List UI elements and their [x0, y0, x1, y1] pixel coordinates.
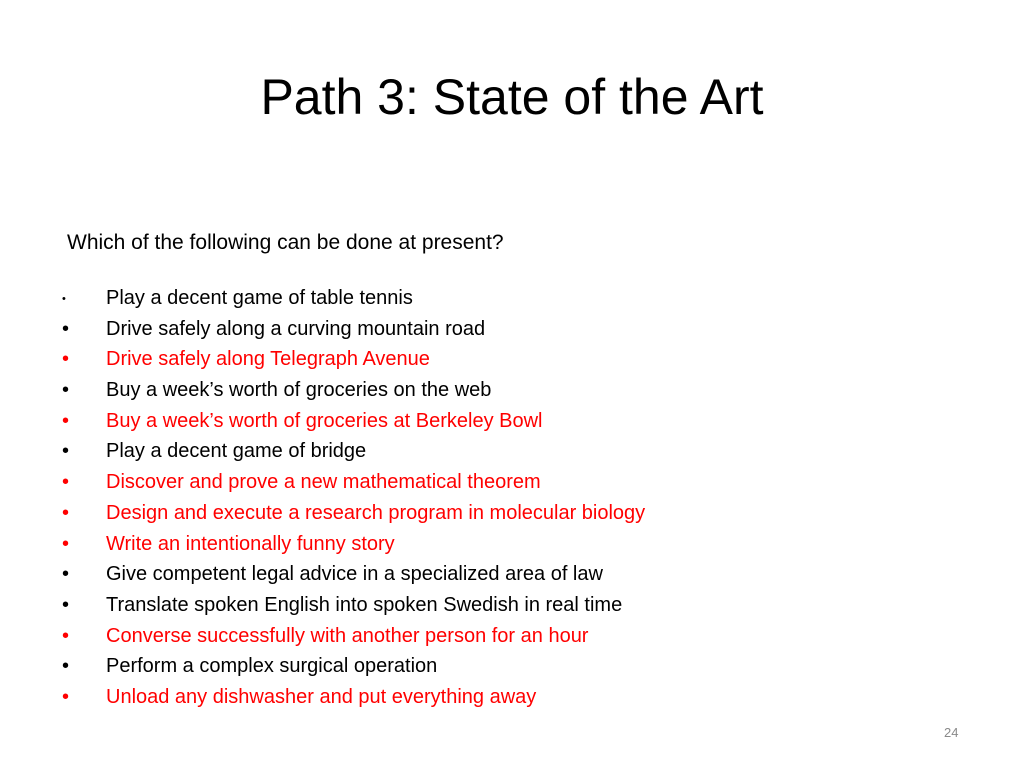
bullet-icon: •: [62, 293, 66, 305]
bullet-text: Unload any dishwasher and put everything away: [106, 685, 537, 708]
bullet-text: Write an intentionally funny story: [106, 532, 395, 555]
bullet-icon: •: [62, 685, 70, 708]
page-number: 24: [944, 725, 959, 740]
bullet-text: Buy a week’s worth of groceries on the web: [106, 379, 492, 402]
bullet-icon: •: [62, 440, 70, 463]
bullet-text: Perform a complex surgical operation: [106, 655, 438, 678]
bullet-text: Discover and prove a new mathematical theorem: [106, 471, 541, 494]
bullet-text: Play a decent game of bridge: [106, 440, 367, 463]
bullet-icon: •: [62, 532, 70, 555]
bullet-icon: •: [62, 409, 70, 432]
bullet-text: Buy a week’s worth of groceries at Berkeley Bowl: [106, 409, 543, 432]
bullet-text: Drive safely along a curving mountain road: [106, 317, 486, 340]
bullet-icon: •: [62, 563, 70, 586]
bullet-text: Design and execute a research program in molecular biology: [106, 501, 646, 524]
bullet-text: Translate spoken English into spoken Swedish in real time: [106, 593, 623, 616]
bullet-icon: •: [62, 471, 70, 494]
bullet-icon: •: [62, 655, 70, 678]
bullet-icon: •: [62, 379, 70, 402]
bullet-text: Drive safely along Telegraph Avenue: [106, 348, 430, 371]
bullet-icon: •: [62, 501, 70, 524]
bullet-icon: •: [62, 348, 70, 371]
question-text: Which of the following can be done at present?: [67, 231, 504, 254]
bullet-icon: •: [62, 317, 70, 340]
bullet-icon: •: [62, 593, 70, 616]
slide-title: Path 3: State of the Art: [260, 69, 764, 125]
bullet-text: Converse successfully with another person for an hour: [106, 624, 589, 647]
bullet-text: Play a decent game of table tennis: [106, 287, 413, 309]
bullet-icon: •: [62, 624, 70, 647]
bullet-text: Give competent legal advice in a specialized area of law: [106, 563, 603, 586]
